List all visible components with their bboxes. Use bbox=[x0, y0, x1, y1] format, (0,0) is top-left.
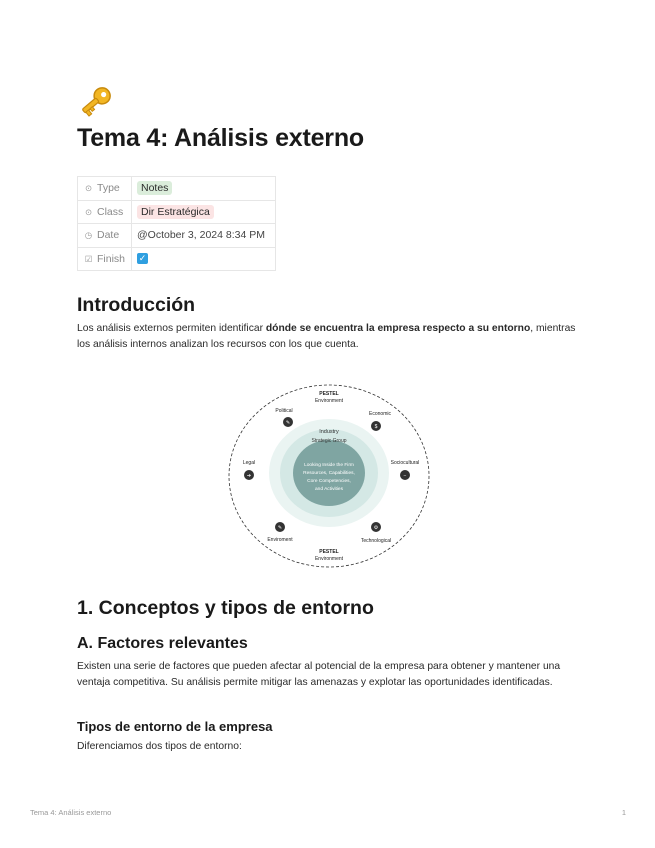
legal-label: Legal bbox=[242, 460, 256, 466]
economic-label: Economic bbox=[369, 411, 391, 417]
date-value: @October 3, 2024 8:34 PM bbox=[137, 229, 265, 242]
properties-table bbox=[77, 176, 276, 271]
technological-label: Technological bbox=[360, 538, 392, 544]
core-label-2: Resources, Capabilities, bbox=[303, 471, 355, 476]
bottom-label-2: Environment bbox=[314, 556, 344, 562]
property-value[interactable] bbox=[132, 224, 276, 248]
property-key bbox=[78, 247, 132, 271]
svg-text:✎: ✎ bbox=[285, 420, 291, 426]
legal-factor bbox=[243, 460, 255, 480]
bottom-label-1: PESTEL bbox=[319, 549, 339, 555]
property-value[interactable] bbox=[132, 200, 276, 224]
property-row-class bbox=[78, 200, 276, 224]
core-label-4: and Activities bbox=[315, 487, 343, 492]
property-key bbox=[78, 177, 132, 201]
strategic-group-label: Strategic Group bbox=[311, 438, 347, 444]
footer-page-number: 1 bbox=[621, 808, 626, 817]
property-key-label: Type bbox=[97, 182, 120, 195]
svg-text:✎: ✎ bbox=[277, 525, 283, 531]
property-key-label: Date bbox=[97, 229, 120, 242]
footer-title: Tema 4: Análisis externo bbox=[30, 808, 112, 817]
class-icon: ⊙ bbox=[84, 206, 93, 217]
section1-paragraph-2: Diferenciamos dos tipos de entorno: bbox=[77, 741, 242, 752]
intro-text-end: , mientras los análisis internos analizan los recursos con los que cuenta. bbox=[77, 323, 576, 350]
svg-text:$: $ bbox=[374, 424, 378, 430]
sociocultural-label: Sociocultural bbox=[390, 460, 420, 466]
class-tag: Dir Estratégica bbox=[137, 205, 214, 219]
property-key bbox=[78, 224, 132, 248]
svg-text:➔: ➔ bbox=[246, 473, 252, 479]
svg-text:⚙: ⚙ bbox=[373, 525, 379, 531]
sociocultural-factor bbox=[391, 460, 420, 480]
industry-label: Industry bbox=[319, 429, 339, 435]
intro-paragraph bbox=[77, 321, 577, 352]
core-label-1: Looking Inside the Firm bbox=[304, 463, 354, 468]
property-row-type bbox=[78, 177, 276, 201]
property-key bbox=[78, 200, 132, 224]
environment-factor bbox=[267, 522, 293, 543]
political-factor bbox=[275, 408, 293, 427]
top-label-1: PESTEL bbox=[319, 391, 339, 397]
pestel-diagram bbox=[222, 378, 436, 574]
section1-heading: 1. Conceptos y tipos de entorno bbox=[77, 597, 374, 619]
type-icon: ⊙ bbox=[84, 183, 93, 194]
property-value[interactable] bbox=[132, 247, 276, 271]
economic-factor bbox=[369, 411, 391, 431]
section1-subsubheading: Tipos de entorno de la empresa bbox=[77, 719, 273, 734]
section1-subheading: A. Factores relevantes bbox=[77, 635, 248, 652]
finish-checkbox[interactable]: ✓ bbox=[138, 253, 147, 264]
intro-text-start: Los análisis externos permiten identificar bbox=[77, 323, 266, 334]
svg-text:−: − bbox=[403, 473, 407, 479]
property-value[interactable] bbox=[132, 177, 276, 201]
page-title: Tema 4: Análisis externo bbox=[77, 124, 364, 152]
property-row-finish bbox=[78, 247, 276, 271]
technological-factor bbox=[361, 522, 391, 544]
intro-heading: Introducción bbox=[77, 294, 196, 316]
type-tag: Notes bbox=[137, 181, 172, 195]
environment-label: Enviroment bbox=[267, 537, 293, 543]
key-icon bbox=[76, 82, 116, 120]
intro-text-bold: dónde se encuentra la empresa respecto a su entorno bbox=[265, 323, 531, 334]
property-key-label: Class bbox=[97, 205, 124, 218]
property-row-date bbox=[78, 224, 276, 248]
political-label: Political bbox=[275, 408, 293, 414]
clock-icon: ◷ bbox=[84, 230, 93, 241]
core-label-3: Core Competencies, bbox=[307, 479, 351, 484]
top-label-2: Environment bbox=[314, 398, 344, 404]
section1-paragraph: Existen una serie de factores que pueden afectar al potencial de la empresa para obtener y mantener una ventaja competitiva. Su análisis permite mitigar las amenazas y explotar las oportunidades identificadas. bbox=[77, 661, 561, 688]
checkbox-icon: ☑ bbox=[84, 253, 93, 264]
property-key-label: Finish bbox=[97, 252, 126, 265]
